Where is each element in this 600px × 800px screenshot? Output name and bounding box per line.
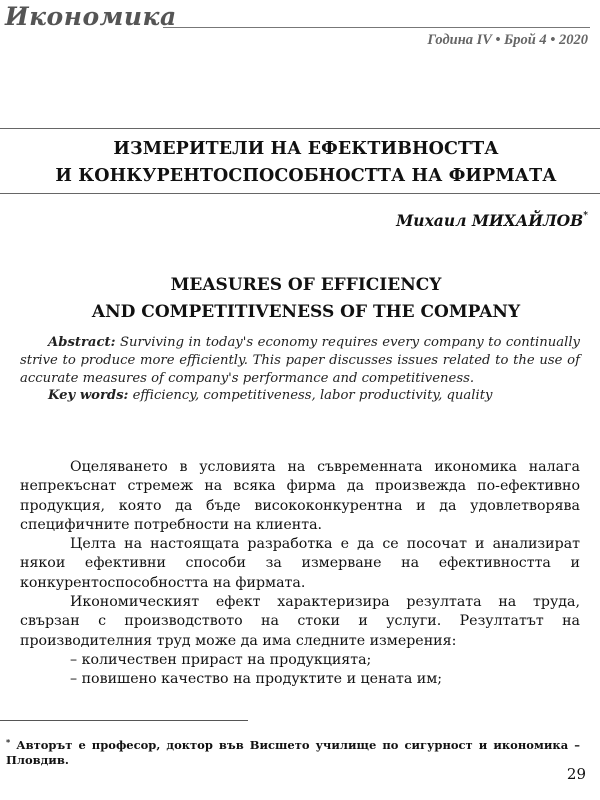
footnote-marker: * xyxy=(6,737,11,747)
list-item-2: – повишено качество на продуктите и цената им; xyxy=(70,671,443,688)
author xyxy=(396,211,588,230)
title-bg-line2: И КОНКУРЕНТОСПОСОБНОСТТА НА ФИРМАТА xyxy=(55,166,557,186)
body-text xyxy=(20,458,580,690)
title-bottom-rule xyxy=(0,193,600,194)
footnote xyxy=(6,735,580,768)
page-number: 29 xyxy=(566,765,586,783)
footnote-text: Авторът е професор, доктор във Висшето училище по сигурност и икономика – Пловдив. xyxy=(6,738,580,767)
title-bg xyxy=(12,136,600,199)
abstract xyxy=(20,334,580,405)
abstract-text: Surviving in today's economy requires every company to continually strive to produce more efficiently. This paper discusses issues related to the use of accurate measures of company's performance and competitiveness. xyxy=(20,335,580,386)
title-en-line2: AND COMPETITIVENESS OF THE COMPANY xyxy=(91,302,521,322)
paragraph-2: Целта на настоящата разработка е да се посочат и анализират някои ефективни способи за измерване на ефективността и конкурентоспособността на фирмата. xyxy=(20,536,580,591)
issue-info: Година IV • Брой 4 • 2020 xyxy=(427,32,588,48)
title-en xyxy=(12,272,600,326)
journal-header-line xyxy=(163,27,590,28)
title-top-rule xyxy=(0,128,600,129)
journal-name: Икономика xyxy=(5,2,177,31)
title-en-line1: MEASURES OF EFFICIENCY xyxy=(170,275,442,295)
paragraph-3: Икономическият ефект характеризира резултата на труда, свързан с производството на стоки и услуги. Резултатът на производителния труд може да има следните измерения: xyxy=(20,594,580,649)
paragraph-1: Оцеляването в условията на съвременната икономика налага непрекъснат стремеж на всяка фирма да произвежда по-ефективно продукция, която да бъде висококонкурентна и да удовлетворява специфичните потребности на клиента. xyxy=(20,459,580,533)
footnote-rule xyxy=(0,720,248,721)
abstract-label: Abstract: xyxy=(48,335,116,350)
title-bg-line1: ИЗМЕРИТЕЛИ НА ЕФЕКТИВНОСТТА xyxy=(113,139,499,159)
author-name: Михаил МИХАЙЛОВ xyxy=(396,211,584,230)
keywords-text: efficiency, competitiveness, labor productivity, quality xyxy=(128,388,493,404)
keywords-label: Key words: xyxy=(48,388,129,404)
author-footnote-marker: * xyxy=(583,211,588,221)
list-item-1: – количествен прираст на продукцията; xyxy=(70,651,372,668)
